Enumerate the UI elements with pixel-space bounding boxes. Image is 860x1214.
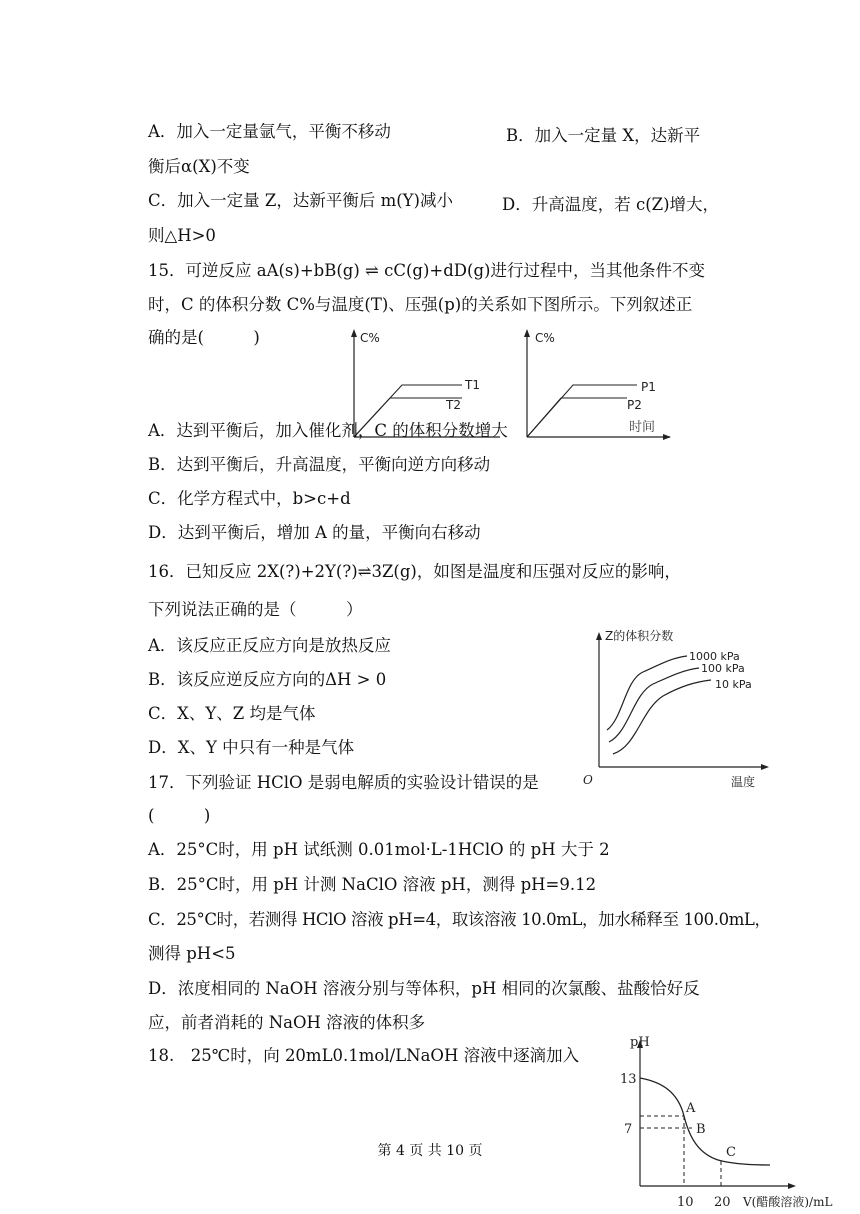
- q16-fig-curve-100kpa: 100 kPa: [701, 662, 745, 675]
- q15-option-c: C．化学方程式中，b>c+d: [148, 489, 351, 508]
- q18-fig-xlabel: V(醋酸溶液)/mL: [743, 1195, 833, 1209]
- q18-fig-point-b: B: [696, 1122, 706, 1137]
- q16-option-d: D．X、Y 中只有一种是气体: [148, 738, 355, 757]
- q15-stem-line1: 15．可逆反应 aA(s)+bB(g) ⇌ cC(g)+dD(g)进行过程中，当其他条件不变: [148, 261, 705, 280]
- q15-option-a: A．达到平衡后，加入催化剂，C 的体积分数增大: [148, 421, 508, 440]
- q15-fig2-curve-top-label: P1: [641, 380, 656, 394]
- q15-fig1-ylabel: C%: [360, 331, 380, 345]
- q14-option-d: D．升高温度，若 c(Z)增大，: [502, 195, 720, 214]
- q14-option-b-cont: 衡后α(X)不变: [148, 157, 250, 176]
- q17-option-c: C．25°C时，若测得 HClO 溶液 pH=4，取该溶液 10.0mL，加水稀释至 100.0mL，: [148, 910, 771, 929]
- q17-stem-line2: ( ): [148, 806, 211, 825]
- q14-option-a: A．加入一定量氩气，平衡不移动: [148, 122, 391, 141]
- q17-option-d-cont: 应，前者消耗的 NaOH 溶液的体积多: [148, 1013, 426, 1032]
- q16-fig-curve-1000kpa: 1000 kPa: [689, 650, 740, 663]
- q18-fig-ylabel: pH: [630, 1035, 650, 1050]
- q17-option-c-cont: 测得 pH<5: [148, 944, 236, 963]
- q14-option-d-cont: 则△H>0: [148, 226, 216, 245]
- q18-fig-ytick-13: 13: [620, 1072, 637, 1087]
- q16-fig-xlabel: 温度: [731, 775, 756, 789]
- q18-fig-ytick-7: 7: [624, 1122, 633, 1137]
- q18-titration-figure: [600, 1030, 850, 1214]
- q16-figure: [575, 622, 775, 792]
- q15-stem-line2: 时，C 的体积分数 C%与温度(T)、压强(p)的关系如下图所示。下列叙述正: [148, 295, 693, 314]
- q15-fig1-curve-bottom-label: T2: [446, 398, 461, 412]
- q18-stem-line1: 18. 25℃时，向 20mL0.1mol/LNaOH 溶液中逐滴加入: [148, 1046, 580, 1065]
- q15-fig1-curve-top-label: T1: [465, 378, 480, 392]
- q17-option-d: D．浓度相同的 NaOH 溶液分别与等体积，pH 相同的次氯酸、盐酸恰好反: [148, 979, 700, 998]
- q16-stem-line1: 16．已知反应 2X(?)+2Y(?)⇌3Z(g)，如图是温度和压强对反应的影响，: [148, 562, 681, 581]
- q15-figure-pressure: [505, 325, 675, 445]
- q18-fig-xtick-10: 10: [677, 1195, 694, 1210]
- q14-option-c: C．加入一定量 Z，达新平衡后 m(Y)减小: [148, 191, 453, 210]
- q16-fig-ylabel: Z的体积分数: [605, 629, 674, 643]
- q15-fig2-xlabel: 时间: [629, 420, 656, 435]
- q17-stem-line1: 17．下列验证 HClO 是弱电解质的实验设计错误的是: [148, 773, 539, 792]
- q17-option-a: A．25°C时，用 pH 试纸测 0.01mol·L-1HClO 的 pH 大于 2: [148, 840, 610, 859]
- q15-option-b: B．达到平衡后，升高温度，平衡向逆方向移动: [148, 455, 491, 474]
- q16-option-b: B．该反应逆反应方向的ΔH > 0: [148, 670, 387, 689]
- q15-option-d: D．达到平衡后，增加 A 的量，平衡向右移动: [148, 523, 481, 542]
- q15-fig2-ylabel: C%: [535, 331, 555, 345]
- q15-fig2-curve-bottom-label: P2: [627, 398, 642, 412]
- page-footer: 第 4 页 共 10 页: [377, 1143, 483, 1159]
- q16-option-c: C．X、Y、Z 均是气体: [148, 704, 316, 723]
- q16-fig-curve-10kpa: 10 kPa: [715, 678, 752, 691]
- q17-option-b: B．25°C时，用 pH 计测 NaClO 溶液 pH，测得 pH=9.12: [148, 875, 597, 894]
- q15-stem-line3: 确的是( ): [148, 328, 260, 347]
- q18-fig-xtick-20: 20: [714, 1195, 731, 1210]
- q16-option-a: A．该反应正反应方向是放热反应: [148, 636, 391, 655]
- q18-fig-point-c: C: [726, 1145, 736, 1160]
- q16-stem-line2: 下列说法正确的是（ ）: [148, 600, 363, 619]
- q14-option-b: B．加入一定量 X，达新平: [506, 126, 701, 145]
- q18-fig-point-a: A: [686, 1101, 696, 1116]
- q16-fig-origin: O: [583, 773, 593, 787]
